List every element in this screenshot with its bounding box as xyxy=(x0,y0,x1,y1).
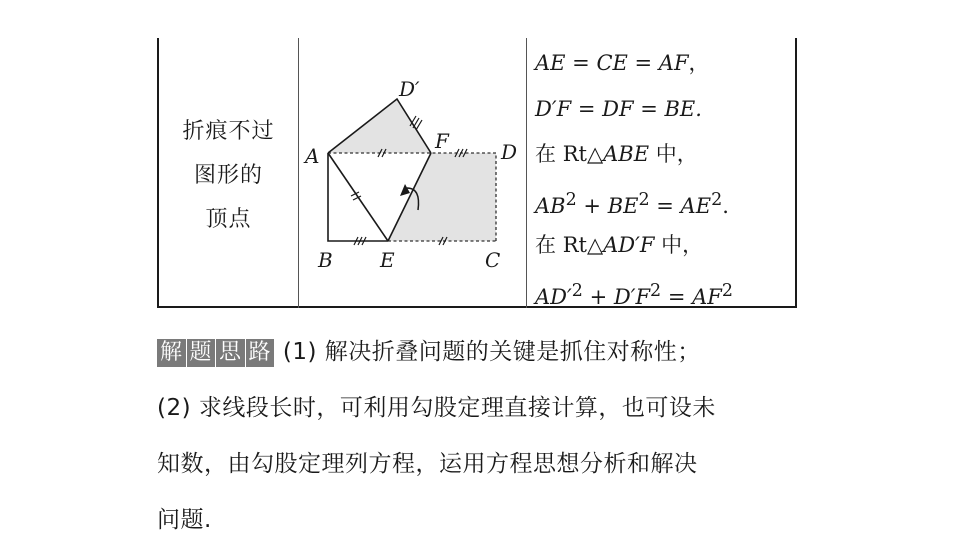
proof-steps xyxy=(535,42,793,315)
label-e: E xyxy=(380,248,395,272)
table-right-border xyxy=(795,38,797,308)
proof-line-6: $AD'^2 + D'F^2 = AF^2$ xyxy=(535,280,734,309)
solution-hint xyxy=(157,330,817,554)
proof-line-1: AE = CE = AF， xyxy=(535,51,710,75)
label-d-prime: D′ xyxy=(399,77,420,101)
tag-char-4: 路 xyxy=(246,339,275,367)
solution-line-2: (2) 求线段长时，可利用勾股定理直接计算，也可设未 xyxy=(157,395,716,421)
shaded-region-rect xyxy=(388,153,496,241)
case-label-line-3: 顶点 xyxy=(205,207,252,232)
proof-line-2: D′F = DF = BE. xyxy=(535,96,702,121)
solution-line-1 xyxy=(157,330,817,386)
tag-char-1: 解 xyxy=(157,339,186,367)
solution-text-1: (1) 解决折叠问题的关键是抓住对称性； xyxy=(275,339,701,365)
column-divider-2 xyxy=(526,38,527,308)
solution-line-4: 问题. xyxy=(157,507,212,533)
proof-line-5: 在 Rt△AD′F 中， xyxy=(535,233,704,257)
method-table xyxy=(157,38,797,308)
label-d: D xyxy=(501,140,518,164)
label-a: A xyxy=(305,144,320,168)
proof-line-3: 在 Rt△ABE 中， xyxy=(535,142,698,166)
fold-arrow-head xyxy=(400,184,410,196)
case-label-line-1: 折痕不过 xyxy=(182,119,275,144)
proof-line-4: $AB^2 + BE^2 = AE^2$. xyxy=(535,189,729,218)
case-label-line-2: 图形的 xyxy=(193,163,263,188)
label-f: F xyxy=(435,129,449,153)
label-c: C xyxy=(485,248,501,272)
folding-figure xyxy=(299,38,526,306)
tag-char-3: 思 xyxy=(216,339,245,367)
label-b: B xyxy=(318,248,333,272)
tag-char-2: 题 xyxy=(187,339,216,367)
case-label xyxy=(159,110,298,242)
shaded-region-triangle xyxy=(328,99,431,153)
solution-line-3: 知数，由勾股定理列方程，运用方程思想分析和解决 xyxy=(157,451,698,477)
